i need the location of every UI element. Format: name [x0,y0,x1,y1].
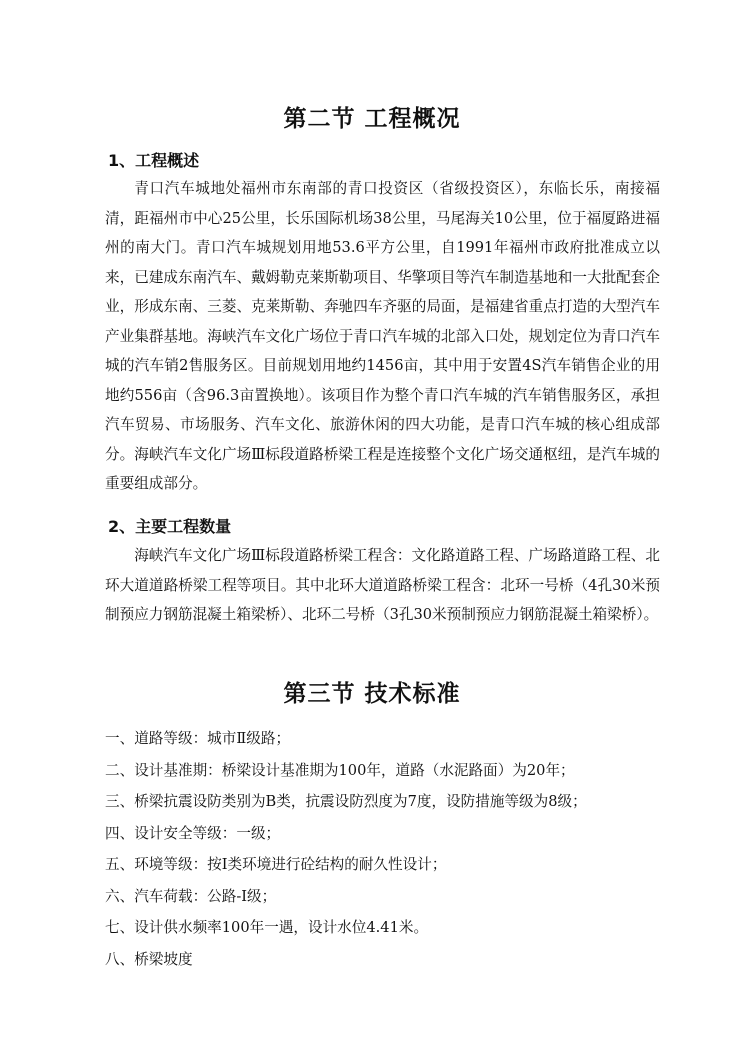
section-title-technical-standards: 第三节 技术标准 [283,681,461,707]
list-item: 一、道路等级：城市Ⅱ级路； [105,730,291,747]
list-item: 八、桥梁坡度 [105,950,193,968]
list-item: 二、设计基准期：桥梁设计基准期为100年，道路（水泥路面）为20年； [105,761,575,779]
paragraph-main-quantities: 海峡汽车文化广场Ⅲ标段道路桥梁工程含：文化路道路工程、广场路道路工程、北环大道道路桥梁工程等项目。其中北环大道道路桥梁工程含：北环一号桥（4孔30米预制预应力钢筋混凝土箱梁桥）、北环二号桥（3孔30米预制预应力钢筋混凝土箱梁桥）。 [105,547,660,623]
heading-project-description: 1、工程概述 [108,151,200,170]
list-item: 三、桥梁抗震设防类别为B类，抗震设防烈度为7度，设防措施等级为8级； [105,793,587,810]
section-title-project-overview: 第二节 工程概况 [283,106,461,132]
technical-standards-list [105,723,665,975]
list-item: 四、设计安全等级：一级； [105,824,281,842]
heading-main-quantities: 2、主要工程数量 [108,517,232,536]
list-item: 六、汽车荷载：公路-Ⅰ级； [105,887,277,905]
list-item: 五、环境等级：按Ⅰ类环境进行砼结构的耐久性设计； [105,856,447,873]
list-item: 七、设计供水频率100年一遇，设计水位4.41米。 [105,919,429,936]
paragraph-project-description: 青口汽车城地处福州市东南部的青口投资区（省级投资区），东临长乐，南接福清，距福州市中心25公里，长乐国际机场38公里，马尾海关10公里，位于福厦路进福州的南大门。青口汽车城规划用地53.6平方公里，自1991年福州市政府批准成立以来，已建成东南汽车、戴姆勒克莱斯勒项目、华擎项目等汽车制造基地和一大批配套企业，形成东南、三菱、克莱斯勒、奔驰四车齐驱的局面，是福建省重点打造的大型汽车产业集群基地。海峡汽车文化广场位于青口汽车城的北部入口处，规划定位为青口汽车城的汽车销2售服务区。目前规划用地约1456亩，其中用于安置4S汽车销售企业的用地约556亩（含96.3亩置换地）。该项目作为整个青口汽车城的汽车销售服务区，承担汽车贸易、市场服务、汽车文化、旅游休闲的四大功能，是青口汽车城的核心组成部分。海峡汽车文化广场Ⅲ标段道路桥梁工程是连接整个文化广场交通枢纽，是汽车城的重要组成部分。 [105,180,660,492]
